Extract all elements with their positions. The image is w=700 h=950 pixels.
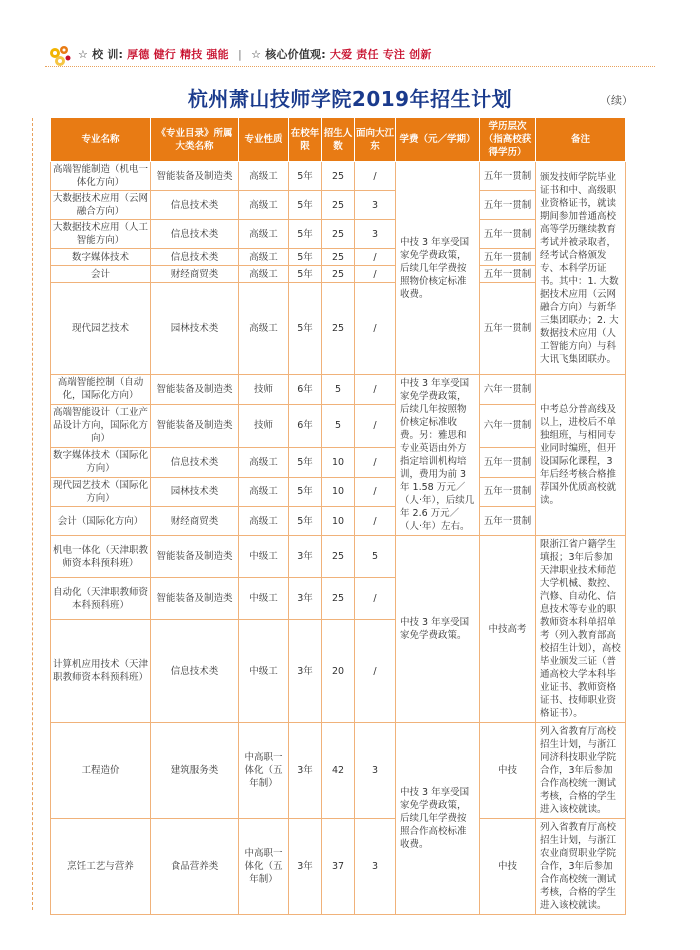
enrollment: 25	[322, 220, 355, 249]
table-header-row	[51, 118, 626, 162]
nature: 高级工	[239, 162, 289, 191]
dajiangdong: /	[355, 375, 396, 405]
years: 5年	[289, 507, 322, 536]
major-name: 工程造价	[51, 723, 151, 819]
remarks-cell: 中考总分普高线及以上，进校后不单独组班，与相同专业同时编班，但开设国际化课程，3年后经考核合格推荐国外优质高校就读。	[536, 375, 626, 536]
dajiangdong: /	[355, 578, 396, 620]
major-name: 会计（国际化方向）	[51, 507, 151, 536]
category: 建筑服务类	[151, 723, 239, 819]
major-name: 现代园艺技术	[51, 283, 151, 375]
dajiangdong: /	[355, 162, 396, 191]
years: 5年	[289, 162, 322, 191]
nature: 中高职一体化（五年制）	[239, 723, 289, 819]
column-header: 在校年限	[289, 118, 322, 162]
category: 食品营养类	[151, 819, 239, 915]
dajiangdong: /	[355, 477, 396, 507]
degree-level: 五年一贯制	[480, 249, 536, 266]
major-name: 机电一体化（天津职教师资本科预科班）	[51, 536, 151, 578]
column-header: 《专业目录》所属大类名称	[151, 118, 239, 162]
nature: 高级工	[239, 249, 289, 266]
degree-level: 五年一贯制	[480, 162, 536, 191]
category: 智能装备及制造类	[151, 404, 239, 447]
nature: 中高职一体化（五年制）	[239, 819, 289, 915]
years: 3年	[289, 578, 322, 620]
enrollment-table	[50, 117, 626, 915]
major-name: 会计	[51, 266, 151, 283]
nature: 高级工	[239, 447, 289, 477]
years: 5年	[289, 266, 322, 283]
category: 智能装备及制造类	[151, 578, 239, 620]
column-header: 备注	[536, 118, 626, 162]
major-name: 自动化（天津职教师资本科预科班）	[51, 578, 151, 620]
tuition-cell: 中技 3 年享受国家免学费政策，后续几年学费按照合作高校标准收费。	[396, 723, 480, 915]
dajiangdong: 3	[355, 220, 396, 249]
degree-level: 中技高考	[480, 536, 536, 723]
enrollment: 10	[322, 477, 355, 507]
nature: 技师	[239, 404, 289, 447]
enrollment: 25	[322, 536, 355, 578]
margin-dashed-line	[32, 118, 33, 910]
motto-separator: |	[237, 48, 243, 61]
degree-level: 六年一贯制	[480, 375, 536, 405]
years: 6年	[289, 404, 322, 447]
degree-level: 五年一贯制	[480, 283, 536, 375]
continued-label: （续）	[600, 94, 633, 107]
nature: 中级工	[239, 536, 289, 578]
years: 5年	[289, 191, 322, 220]
column-header: 学历层次（指高校获得学历）	[480, 118, 536, 162]
motto-items: 厚德 健行 精技 强能	[127, 48, 229, 61]
enrollment: 5	[322, 375, 355, 405]
table-row	[51, 536, 626, 578]
tuition-cell: 中技 3 年享受国家免学费政策，后续几年学费按照物价核定标准收费。	[396, 162, 480, 375]
category: 智能装备及制造类	[151, 536, 239, 578]
major-name: 大数据技术应用（云网融合方向）	[51, 191, 151, 220]
degree-level: 五年一贯制	[480, 507, 536, 536]
column-header: 招生人数	[322, 118, 355, 162]
years: 3年	[289, 620, 322, 723]
values-label: ☆ 核心价值观:	[251, 48, 326, 61]
values-items: 大爱 责任 专注 创新	[329, 48, 432, 61]
category: 信息技术类	[151, 620, 239, 723]
remarks-cell: 列入省教育厅高校招生计划，与浙江同济科技职业学院合作，3年后参加合作高校统一测试考核，合格的学生进入该校就读。	[536, 723, 626, 819]
enrollment: 20	[322, 620, 355, 723]
table-row	[51, 819, 626, 915]
degree-level: 六年一贯制	[480, 404, 536, 447]
years: 3年	[289, 723, 322, 819]
degree-level: 五年一贯制	[480, 447, 536, 477]
category: 园林技术类	[151, 477, 239, 507]
enrollment: 42	[322, 723, 355, 819]
dajiangdong: /	[355, 283, 396, 375]
enrollment: 25	[322, 266, 355, 283]
category: 信息技术类	[151, 191, 239, 220]
category: 园林技术类	[151, 283, 239, 375]
tuition-cell: 中技 3 年享受国家免学费政策，后续几年按照物价核定标准收费。另：雅思和专业英语由外方指定培训机构培训，费用为前 3 年 1.58 万元／（人·年），后续几年 2.6 万元／（人·年）左右。	[396, 375, 480, 536]
years: 6年	[289, 375, 322, 405]
nature: 技师	[239, 375, 289, 405]
category: 智能装备及制造类	[151, 162, 239, 191]
enrollment: 25	[322, 283, 355, 375]
motto-label: ☆ 校 训:	[78, 48, 124, 61]
major-name: 高端智能设计（工业产品设计方向，国际化方向）	[51, 404, 151, 447]
years: 5年	[289, 447, 322, 477]
remarks-cell: 限浙江省户籍学生填报；3年后参加天津职业技术师范大学机械、数控、汽修、自动化、信息技术等专业的职教师资本科单招单考（列入教育部高校招生计划），高校毕业颁发三证（普通高校大学本科毕业证书、教师资格证书、技师职业资格证书）。	[536, 536, 626, 723]
column-header: 专业性质	[239, 118, 289, 162]
years: 5年	[289, 477, 322, 507]
nature: 高级工	[239, 507, 289, 536]
degree-level: 中技	[480, 723, 536, 819]
tuition-cell: 中技 3 年享受国家免学费政策。	[396, 536, 480, 723]
dajiangdong: /	[355, 249, 396, 266]
dajiangdong: /	[355, 620, 396, 723]
page-header	[0, 0, 700, 84]
category: 信息技术类	[151, 447, 239, 477]
nature: 高级工	[239, 220, 289, 249]
major-name: 大数据技术应用（人工智能方向）	[51, 220, 151, 249]
years: 3年	[289, 819, 322, 915]
degree-level: 中技	[480, 819, 536, 915]
remarks-cell: 颁发技师学院毕业证书和中、高级职业资格证书，就读期间参加普通高校高等学历继续教育考试并被录取者，经考试合格颁发专、本科学历证书。其中：1. 大数据技术应用（云网融合方向）与新华三集团联办；2. 大数据技术应用（人工智能方向）与科大讯飞集团联办。	[536, 162, 626, 375]
nature: 中级工	[239, 578, 289, 620]
dajiangdong: /	[355, 447, 396, 477]
nature: 中级工	[239, 620, 289, 723]
years: 5年	[289, 249, 322, 266]
degree-level: 五年一贯制	[480, 477, 536, 507]
table-row	[51, 162, 626, 191]
nature: 高级工	[239, 191, 289, 220]
degree-level: 五年一贯制	[480, 220, 536, 249]
major-name: 烹饪工艺与营养	[51, 819, 151, 915]
years: 5年	[289, 220, 322, 249]
column-header: 面向大江东	[355, 118, 396, 162]
school-motto	[78, 46, 432, 62]
table-row	[51, 723, 626, 819]
nature: 高级工	[239, 266, 289, 283]
major-name: 数字媒体技术（国际化方向）	[51, 447, 151, 477]
enrollment: 25	[322, 578, 355, 620]
enrollment: 25	[322, 249, 355, 266]
category: 信息技术类	[151, 249, 239, 266]
dajiangdong: 3	[355, 191, 396, 220]
nature: 高级工	[239, 283, 289, 375]
enrollment: 37	[322, 819, 355, 915]
enrollment: 10	[322, 507, 355, 536]
dajiangdong: 3	[355, 819, 396, 915]
column-header: 专业名称	[51, 118, 151, 162]
major-name: 现代园艺技术（国际化方向）	[51, 477, 151, 507]
page-title: 杭州萧山技师学院2019年招生计划	[187, 87, 513, 111]
major-name: 计算机应用技术（天津职教师资本科预科班）	[51, 620, 151, 723]
degree-level: 五年一贯制	[480, 191, 536, 220]
enrollment: 10	[322, 447, 355, 477]
remarks-cell: 列入省教育厅高校招生计划，与浙江农业商贸职业学院合作，3年后参加合作高校统一测试考核，合格的学生进入该校就读。	[536, 819, 626, 915]
category: 财经商贸类	[151, 507, 239, 536]
major-name: 数字媒体技术	[51, 249, 151, 266]
major-name: 高端智能制造（机电一体化方向）	[51, 162, 151, 191]
degree-level: 五年一贯制	[480, 266, 536, 283]
enrollment: 5	[322, 404, 355, 447]
header-divider	[45, 66, 655, 67]
enrollment: 25	[322, 191, 355, 220]
column-header: 学费（元／学期）	[396, 118, 480, 162]
dajiangdong: 5	[355, 536, 396, 578]
flower-logo-icon	[46, 43, 76, 73]
years: 5年	[289, 283, 322, 375]
dajiangdong: /	[355, 507, 396, 536]
major-name: 高端智能控制（自动化，国际化方向）	[51, 375, 151, 405]
category: 信息技术类	[151, 220, 239, 249]
dajiangdong: /	[355, 266, 396, 283]
dajiangdong: /	[355, 404, 396, 447]
table-row	[51, 375, 626, 405]
enrollment: 25	[322, 162, 355, 191]
category: 财经商贸类	[151, 266, 239, 283]
years: 3年	[289, 536, 322, 578]
dajiangdong: 3	[355, 723, 396, 819]
category: 智能装备及制造类	[151, 375, 239, 405]
nature: 高级工	[239, 477, 289, 507]
